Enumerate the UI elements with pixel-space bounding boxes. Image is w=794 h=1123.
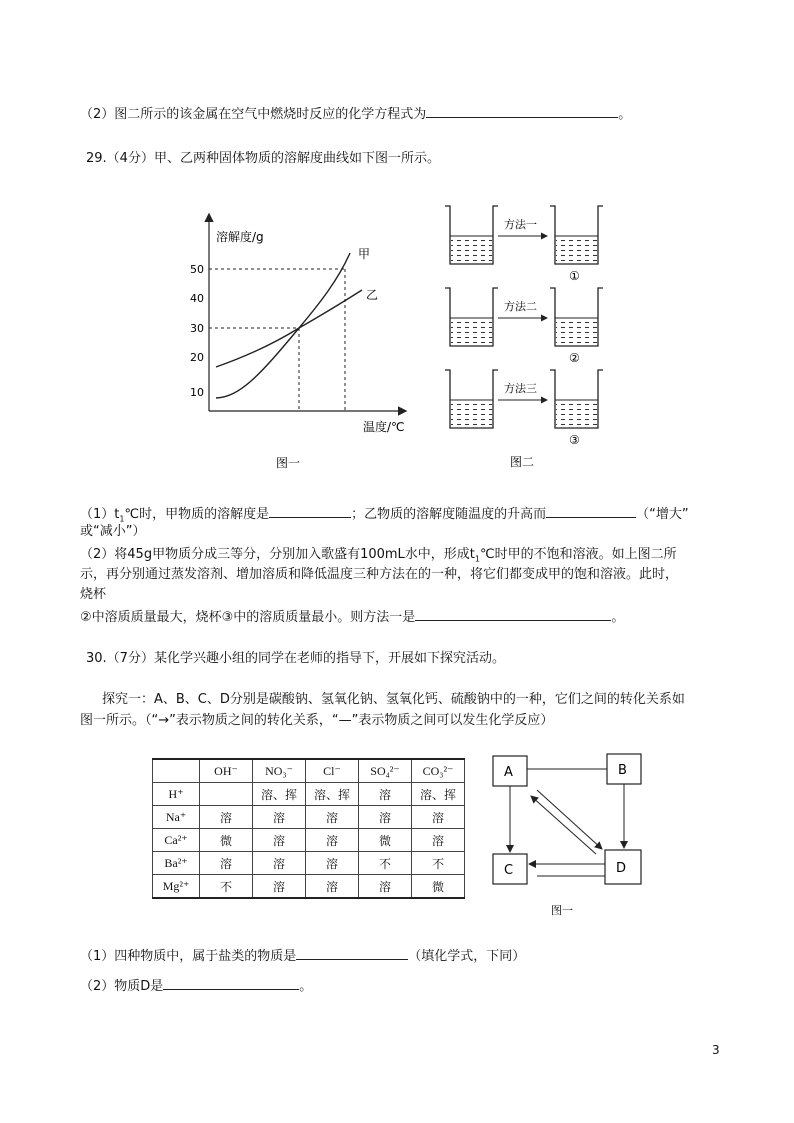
table-cell: 微 [412, 875, 465, 899]
x-axis-label: 温度/℃ [363, 420, 405, 434]
q29-part1-cont: 或“减小”） [80, 524, 146, 539]
table-cell: 溶 [306, 806, 359, 829]
table-row [153, 875, 465, 899]
answer-blank-q30-2[interactable] [163, 976, 299, 990]
q30-intro-line1: 探究一：A、B、C、D分别是碳酸钠、氢氧化钠、氢氧化钙、硫酸钠中的一种，它们之间的转化关系如 [102, 692, 685, 707]
table-cell: 微 [359, 829, 412, 852]
liquid [451, 401, 492, 427]
conversion-diagram [485, 752, 655, 922]
q29-title: 29.（4分）甲、乙两种固体物质的溶解度曲线如下图一所示。 [86, 151, 440, 166]
liquid [556, 319, 597, 345]
beaker-row-2 [445, 288, 603, 365]
q29-part2-line4: ②中溶质质量最大，烧杯③中的溶质质量最小。则方法一是 。 [80, 607, 624, 626]
table-header-cell: Cl⁻ [306, 759, 359, 783]
q29-part2-line2: 示，再分别通过蒸发溶剂、增加溶质和降低温度三种方法在的一种，将它们都变成甲的饱和溶液。此时， [80, 567, 679, 582]
page-number: 3 [712, 1043, 720, 1057]
beaker-number: ③ [569, 433, 580, 447]
method-label: 方法一 [504, 218, 537, 231]
table-cell: 溶 [306, 852, 359, 875]
table-cell: 溶 [412, 806, 465, 829]
table-cell: 不 [412, 852, 465, 875]
table-row-header: Na⁺ [153, 806, 200, 829]
q30-part2: （2）物质D是 。 [80, 976, 312, 995]
q30-part1: （1）四种物质中，属于盐类的物质是 （填化学式，下同） [80, 946, 525, 965]
figure-caption: 图一 [551, 904, 573, 917]
q29-part1: $(1)t_1℃$时，甲物质的溶解度是 ；乙物质的溶解度随温度的升高而 （“增大” [80, 504, 689, 528]
table-row-header: Ba²⁺ [153, 852, 200, 875]
curve-jia [216, 253, 350, 398]
table-row-header: H⁺ [153, 783, 200, 806]
beaker-number: ① [569, 269, 580, 283]
q28-part2: （2）图二所示的该金属在空气中燃烧时反应的化学方程式为 。 [80, 104, 631, 123]
table-header-cell: CO₃²⁻ [412, 759, 465, 783]
table-row-header: Ca²⁺ [153, 829, 200, 852]
node-b: B [618, 763, 627, 778]
table-cell: 溶 [200, 852, 253, 875]
table-cell: 溶、挥 [306, 783, 359, 806]
table-cell: 溶 [359, 806, 412, 829]
q29-part2-line1: （2）将45g甲物质分成三等分，分别加入歌盛有100mL水中，形成$t_1℃$时甲的不饱和溶液。如上图二所 [80, 547, 677, 564]
figure-caption: 图一 [276, 456, 301, 470]
answer-blank-q29-1b[interactable] [546, 504, 636, 518]
table-cell: 溶 [359, 875, 412, 899]
liquid [556, 237, 597, 263]
liquid [556, 401, 597, 427]
series-label-yi: 乙 [366, 288, 379, 302]
tick-label: 30 [190, 322, 204, 335]
answer-blank-q29-2[interactable] [415, 607, 611, 621]
table-cell: 溶 [412, 829, 465, 852]
q30-intro-line2: 图一所示。（“→”表示物质之间的转化关系，“—”表示物质之间可以发生化学反应） [80, 713, 554, 728]
y-axis-label: 溶解度/g [216, 230, 264, 244]
conversion-arrow [537, 790, 602, 849]
tick-label: 20 [190, 351, 204, 364]
solubility-table [152, 758, 465, 899]
table-row [153, 829, 465, 852]
tick-label: 50 [190, 263, 204, 276]
table-cell [153, 759, 200, 783]
q30-title: 30.（7分）某化学兴趣小组的同学在老师的指导下，开展如下探究活动。 [86, 651, 505, 666]
beaker-row-3 [445, 370, 603, 447]
table-cell: 溶 [253, 806, 306, 829]
table-row-header: Mg²⁺ [153, 875, 200, 899]
table-row [153, 806, 465, 829]
node-a: A [504, 765, 513, 780]
table-header-cell: OH⁻ [200, 759, 253, 783]
table-cell: 溶 [253, 829, 306, 852]
liquid [451, 237, 492, 263]
node-c: C [504, 863, 514, 878]
table-cell: 溶 [253, 875, 306, 899]
series-label-jia: 甲 [358, 247, 371, 261]
table-header-row [153, 759, 465, 783]
q29-part2-line3: 烧杯 [80, 587, 107, 602]
table-cell: 溶、挥 [253, 783, 306, 806]
table-row [153, 783, 465, 806]
answer-blank-q28[interactable] [426, 104, 618, 118]
table-cell: 不 [200, 875, 253, 899]
table-cell: 溶 [253, 852, 306, 875]
liquid [451, 319, 492, 345]
solubility-chart [180, 205, 430, 475]
method-label: 方法三 [504, 382, 537, 395]
answer-blank-q29-1a[interactable] [269, 504, 351, 518]
answer-blank-q30-1[interactable] [296, 946, 408, 960]
tick-label: 40 [190, 292, 204, 305]
table-cell [200, 783, 253, 806]
table-cell: 溶 [200, 806, 253, 829]
table-cell: 溶 [359, 783, 412, 806]
figure-caption: 图二 [510, 455, 535, 469]
table-cell: 溶 [306, 829, 359, 852]
tick-label: 10 [190, 386, 204, 399]
node-d: D [616, 861, 627, 876]
beaker-figure [440, 198, 620, 473]
table-cell: 微 [200, 829, 253, 852]
beaker-number: ② [569, 351, 580, 365]
table-cell: 溶、挥 [412, 783, 465, 806]
beaker-row-1 [445, 206, 603, 283]
table-row [153, 852, 465, 875]
method-label: 方法二 [504, 300, 537, 313]
conversion-arrow [531, 796, 596, 854]
table-header-cell: NO₃⁻ [253, 759, 306, 783]
table-cell: 不 [359, 852, 412, 875]
table-header-cell: SO₄²⁻ [359, 759, 412, 783]
table-cell: 溶 [306, 875, 359, 899]
